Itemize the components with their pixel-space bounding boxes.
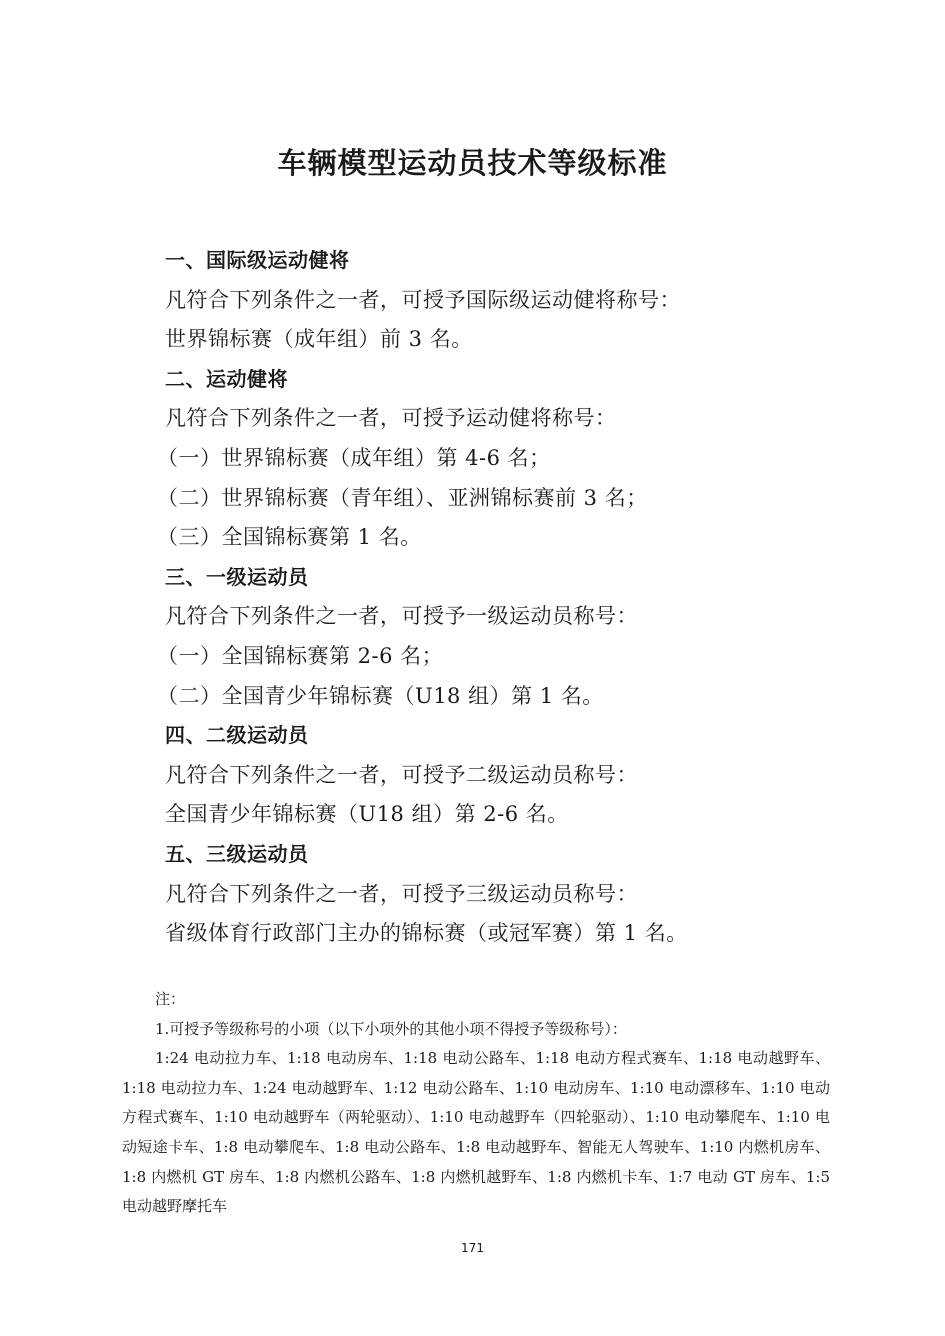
section-item: 省级体育行政部门主办的锦标赛（或冠军赛）第 1 名。	[165, 921, 688, 946]
note-item: 1.可授予等级称号的小项（以下小项外的其他小项不得授予等级称号）：	[155, 1019, 627, 1038]
section-intro: 凡符合下列条件之一者，可授予二级运动员称号：	[165, 762, 638, 787]
section-item: （三）全国锦标赛第 1 名。	[157, 525, 422, 550]
section-item: 世界锦标赛（成年组）前 3 名。	[165, 327, 473, 352]
section-heading: 五、三级运动员	[165, 841, 309, 866]
document-body	[157, 241, 885, 954]
section-item: （二）全国青少年锦标赛（U18 组）第 1 名。	[157, 683, 604, 708]
section-intro: 凡符合下列条件之一者，可授予国际级运动健将称号：	[165, 287, 681, 312]
notes-label: 注：	[155, 990, 186, 1008]
section-item: （一）全国锦标赛第 2-6 名；	[157, 643, 444, 668]
section-item: （一）世界锦标赛（成年组）第 4-6 名；	[157, 445, 551, 470]
section-intro: 凡符合下列条件之一者，可授予一级运动员称号：	[165, 604, 638, 629]
section-intro: 凡符合下列条件之一者，可授予三级运动员称号：	[165, 881, 638, 906]
note-item-body: 1:24 电动拉力车、1:18 电动房车、1:18 电动公路车、1:18 电动方程式赛车、1:18 电动越野车、1:18 电动拉力车、1:24 电动越野车、1:12 电动公路车、1:10 电动房车、1:10 电动漂移车、1:10 电动方程式赛车、1:10 电动越野车（两轮驱动）、1:10 电动越野车（四轮驱动）、1:10 电动攀爬车、1:10 电动短途卡车、1:8 电动攀爬车、1:8 电动公路车、1:8 电动越野车、智能无人驾驶车、1:10 内燃机房车、1:8 内燃机 GT 房车、1:8 内燃机公路车、1:8 内燃机越野车、1:8 内燃机卡车、1:7 电动 GT 房车、1:5 电动越野摩托车	[122, 1049, 831, 1216]
section-heading: 二、运动健将	[165, 366, 288, 391]
section-heading: 三、一级运动员	[165, 564, 309, 589]
section-intro: 凡符合下列条件之一者，可授予运动健将称号：	[165, 406, 617, 431]
section-item: 全国青少年锦标赛（U18 组）第 2-6 名。	[165, 802, 569, 827]
document-title: 车辆模型运动员技术等级标准	[277, 146, 668, 180]
section-item: （二）世界锦标赛（青年组）、亚洲锦标赛前 3 名；	[157, 485, 648, 510]
section-heading: 一、国际级运动健将	[165, 248, 350, 272]
page-number: 171	[461, 1241, 484, 1255]
section-heading: 四、二级运动员	[165, 723, 309, 748]
notes-block	[122, 985, 830, 1222]
